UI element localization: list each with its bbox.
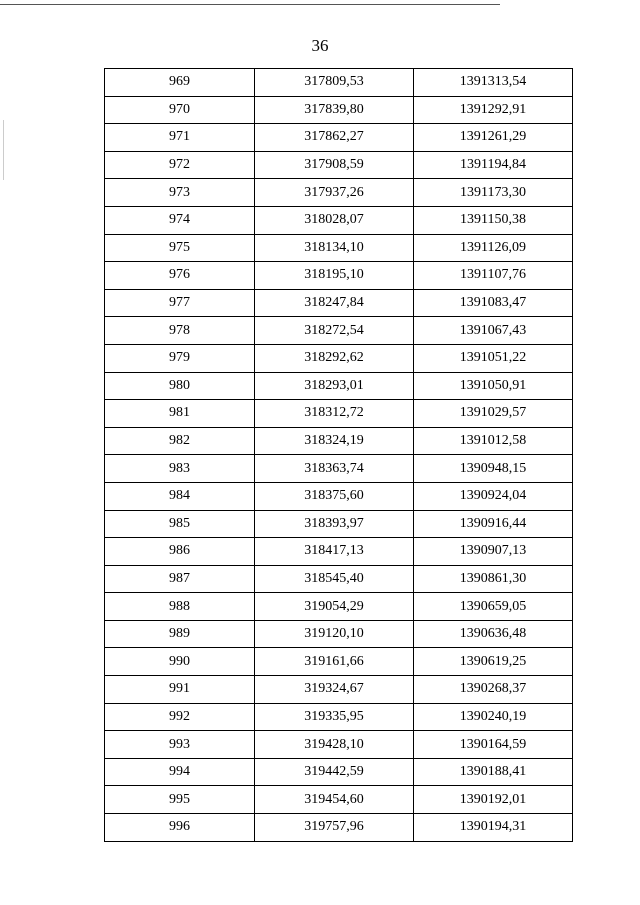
point-number-cell: 978 bbox=[105, 317, 255, 345]
x-coordinate-cell: 318293,01 bbox=[255, 372, 414, 400]
point-number-cell: 996 bbox=[105, 814, 255, 842]
y-coordinate-cell: 1391029,57 bbox=[414, 400, 573, 428]
x-coordinate-cell: 319335,95 bbox=[255, 703, 414, 731]
point-number-cell: 988 bbox=[105, 593, 255, 621]
table-row bbox=[105, 234, 573, 262]
table-row bbox=[105, 96, 573, 124]
table-row bbox=[105, 731, 573, 759]
y-coordinate-cell: 1390924,04 bbox=[414, 482, 573, 510]
point-number-cell: 982 bbox=[105, 427, 255, 455]
table-row bbox=[105, 593, 573, 621]
table-row bbox=[105, 400, 573, 428]
y-coordinate-cell: 1390948,15 bbox=[414, 455, 573, 483]
point-number-cell: 986 bbox=[105, 538, 255, 566]
x-coordinate-cell: 318363,74 bbox=[255, 455, 414, 483]
x-coordinate-cell: 318134,10 bbox=[255, 234, 414, 262]
y-coordinate-cell: 1391313,54 bbox=[414, 69, 573, 97]
x-coordinate-cell: 318028,07 bbox=[255, 206, 414, 234]
x-coordinate-cell: 319161,66 bbox=[255, 648, 414, 676]
point-number-cell: 995 bbox=[105, 786, 255, 814]
x-coordinate-cell: 317937,26 bbox=[255, 179, 414, 207]
table-row bbox=[105, 565, 573, 593]
table-row bbox=[105, 372, 573, 400]
point-number-cell: 981 bbox=[105, 400, 255, 428]
table-row bbox=[105, 289, 573, 317]
y-coordinate-cell: 1390240,19 bbox=[414, 703, 573, 731]
point-number-cell: 994 bbox=[105, 758, 255, 786]
point-number-cell: 970 bbox=[105, 96, 255, 124]
point-number-cell: 992 bbox=[105, 703, 255, 731]
point-number-cell: 990 bbox=[105, 648, 255, 676]
scan-margin-mark bbox=[3, 120, 4, 180]
table-row bbox=[105, 648, 573, 676]
y-coordinate-cell: 1390916,44 bbox=[414, 510, 573, 538]
point-number-cell: 991 bbox=[105, 676, 255, 704]
scan-edge-line bbox=[0, 4, 500, 5]
y-coordinate-cell: 1391107,76 bbox=[414, 262, 573, 290]
y-coordinate-cell: 1391050,91 bbox=[414, 372, 573, 400]
table-row bbox=[105, 455, 573, 483]
y-coordinate-cell: 1390268,37 bbox=[414, 676, 573, 704]
x-coordinate-cell: 319757,96 bbox=[255, 814, 414, 842]
y-coordinate-cell: 1391292,91 bbox=[414, 96, 573, 124]
table-row bbox=[105, 703, 573, 731]
table-row bbox=[105, 758, 573, 786]
y-coordinate-cell: 1391173,30 bbox=[414, 179, 573, 207]
x-coordinate-cell: 317809,53 bbox=[255, 69, 414, 97]
table-row bbox=[105, 262, 573, 290]
y-coordinate-cell: 1390659,05 bbox=[414, 593, 573, 621]
y-coordinate-cell: 1391051,22 bbox=[414, 344, 573, 372]
point-number-cell: 984 bbox=[105, 482, 255, 510]
x-coordinate-cell: 318545,40 bbox=[255, 565, 414, 593]
x-coordinate-cell: 317908,59 bbox=[255, 151, 414, 179]
table-row bbox=[105, 676, 573, 704]
x-coordinate-cell: 317862,27 bbox=[255, 124, 414, 152]
point-number-cell: 973 bbox=[105, 179, 255, 207]
point-number-cell: 993 bbox=[105, 731, 255, 759]
x-coordinate-cell: 319428,10 bbox=[255, 731, 414, 759]
page-number: 36 bbox=[311, 36, 329, 55]
y-coordinate-cell: 1390907,13 bbox=[414, 538, 573, 566]
x-coordinate-cell: 318324,19 bbox=[255, 427, 414, 455]
point-number-cell: 989 bbox=[105, 620, 255, 648]
y-coordinate-cell: 1391194,84 bbox=[414, 151, 573, 179]
y-coordinate-cell: 1390194,31 bbox=[414, 814, 573, 842]
table-row bbox=[105, 317, 573, 345]
table-row bbox=[105, 151, 573, 179]
y-coordinate-cell: 1391261,29 bbox=[414, 124, 573, 152]
x-coordinate-cell: 318417,13 bbox=[255, 538, 414, 566]
table-row bbox=[105, 179, 573, 207]
coordinates-table-body bbox=[105, 69, 573, 842]
point-number-cell: 985 bbox=[105, 510, 255, 538]
x-coordinate-cell: 318247,84 bbox=[255, 289, 414, 317]
point-number-cell: 971 bbox=[105, 124, 255, 152]
point-number-cell: 983 bbox=[105, 455, 255, 483]
x-coordinate-cell: 319324,67 bbox=[255, 676, 414, 704]
x-coordinate-cell: 318195,10 bbox=[255, 262, 414, 290]
table-row bbox=[105, 538, 573, 566]
point-number-cell: 980 bbox=[105, 372, 255, 400]
table-row bbox=[105, 124, 573, 152]
point-number-cell: 972 bbox=[105, 151, 255, 179]
table-row bbox=[105, 69, 573, 97]
x-coordinate-cell: 319454,60 bbox=[255, 786, 414, 814]
point-number-cell: 975 bbox=[105, 234, 255, 262]
point-number-cell: 969 bbox=[105, 69, 255, 97]
table-row bbox=[105, 482, 573, 510]
y-coordinate-cell: 1391067,43 bbox=[414, 317, 573, 345]
x-coordinate-cell: 319054,29 bbox=[255, 593, 414, 621]
x-coordinate-cell: 318393,97 bbox=[255, 510, 414, 538]
point-number-cell: 976 bbox=[105, 262, 255, 290]
x-coordinate-cell: 318312,72 bbox=[255, 400, 414, 428]
x-coordinate-cell: 318272,54 bbox=[255, 317, 414, 345]
y-coordinate-cell: 1391150,38 bbox=[414, 206, 573, 234]
x-coordinate-cell: 317839,80 bbox=[255, 96, 414, 124]
x-coordinate-cell: 318292,62 bbox=[255, 344, 414, 372]
y-coordinate-cell: 1390192,01 bbox=[414, 786, 573, 814]
y-coordinate-cell: 1390164,59 bbox=[414, 731, 573, 759]
y-coordinate-cell: 1390636,48 bbox=[414, 620, 573, 648]
point-number-cell: 974 bbox=[105, 206, 255, 234]
table-row bbox=[105, 786, 573, 814]
y-coordinate-cell: 1390861,30 bbox=[414, 565, 573, 593]
table-row bbox=[105, 620, 573, 648]
point-number-cell: 977 bbox=[105, 289, 255, 317]
y-coordinate-cell: 1390188,41 bbox=[414, 758, 573, 786]
coordinates-table bbox=[104, 68, 573, 842]
x-coordinate-cell: 318375,60 bbox=[255, 482, 414, 510]
point-number-cell: 987 bbox=[105, 565, 255, 593]
x-coordinate-cell: 319120,10 bbox=[255, 620, 414, 648]
table-row bbox=[105, 427, 573, 455]
point-number-cell: 979 bbox=[105, 344, 255, 372]
table-row bbox=[105, 510, 573, 538]
y-coordinate-cell: 1391126,09 bbox=[414, 234, 573, 262]
table-row bbox=[105, 206, 573, 234]
table-row bbox=[105, 344, 573, 372]
table-row bbox=[105, 814, 573, 842]
x-coordinate-cell: 319442,59 bbox=[255, 758, 414, 786]
y-coordinate-cell: 1390619,25 bbox=[414, 648, 573, 676]
y-coordinate-cell: 1391012,58 bbox=[414, 427, 573, 455]
y-coordinate-cell: 1391083,47 bbox=[414, 289, 573, 317]
